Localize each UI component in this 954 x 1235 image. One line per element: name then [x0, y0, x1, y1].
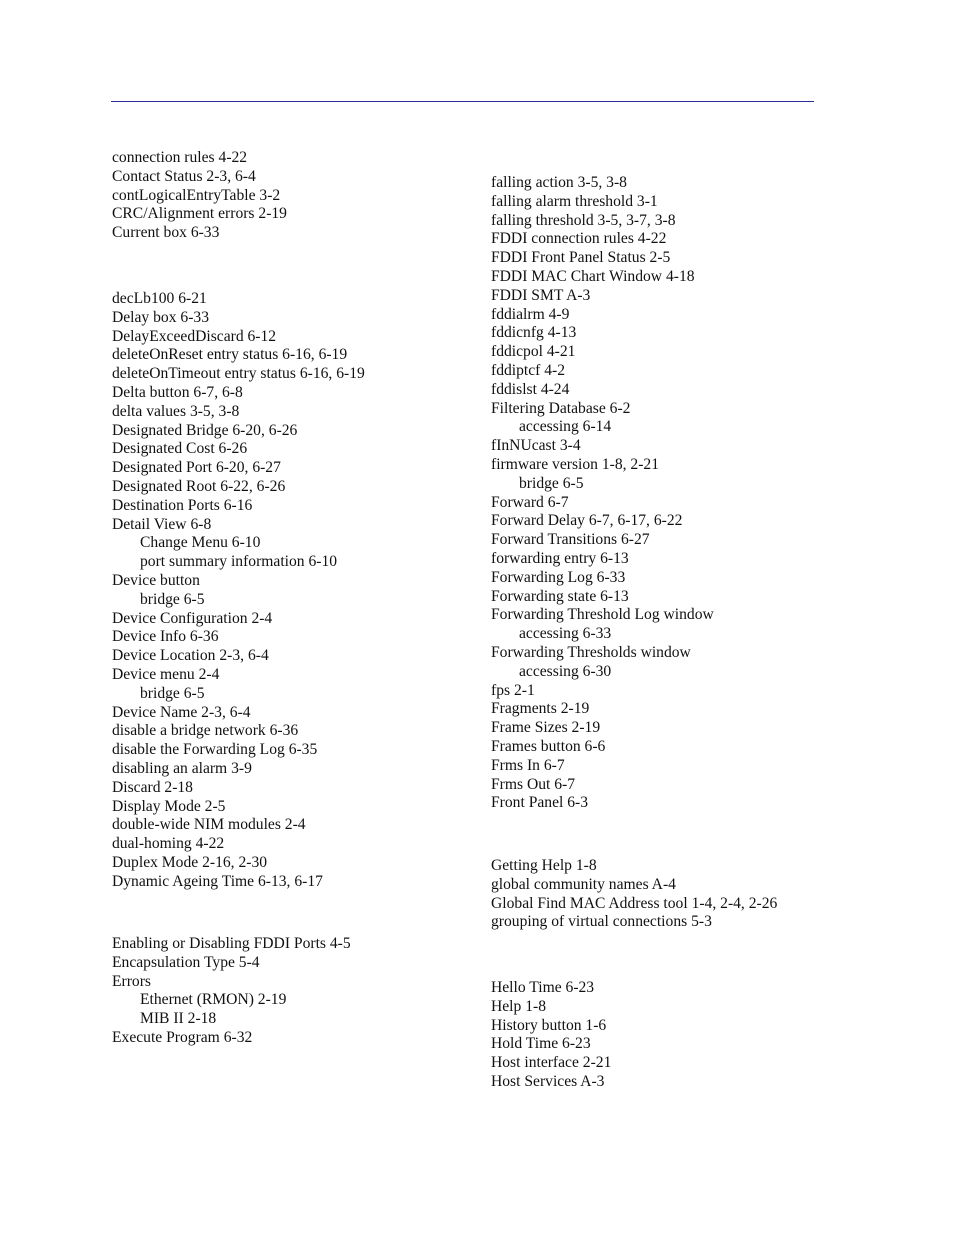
index-entry: Current box 6-33 [112, 224, 220, 242]
index-entry: Frame Sizes 2-19 [491, 719, 601, 737]
index-subentry: MIB II 2-18 [140, 1010, 217, 1028]
index-entry: Device button [112, 571, 200, 589]
index-entry: Host interface 2-21 [491, 1054, 612, 1072]
index-entry: FDDI connection rules 4-22 [491, 230, 667, 248]
index-entry: grouping of virtual connections 5-3 [491, 913, 712, 931]
index-entry: disable a bridge network 6-36 [112, 722, 299, 740]
index-entry: Forward 6-7 [491, 493, 569, 511]
index-entry: Designated Port 6-20, 6-27 [112, 459, 281, 477]
index-entry: firmware version 1-8, 2-21 [491, 455, 660, 473]
index-entry: contLogicalEntryTable 3-2 [112, 186, 281, 204]
index-entry: Device Name 2-3, 6-4 [112, 703, 251, 721]
index-entry: Device Location 2-3, 6-4 [112, 647, 269, 665]
index-entry: fddiptcf 4-2 [491, 361, 566, 379]
index-entry: Device menu 2-4 [112, 665, 220, 683]
index-entry: FDDI MAC Chart Window 4-18 [491, 267, 695, 285]
index-entry: Device Configuration 2-4 [112, 609, 273, 627]
index-entry: Designated Root 6-22, 6-26 [112, 477, 286, 495]
index-entry: double-wide NIM modules 2-4 [112, 816, 306, 834]
index-entry: FDDI Front Panel Status 2-5 [491, 249, 671, 267]
index-entry: deleteOnTimeout entry status 6-16, 6-19 [112, 365, 365, 383]
index-entry: fInNUcast 3-4 [491, 437, 581, 455]
index-entry: Designated Bridge 6-20, 6-26 [112, 421, 298, 439]
index-entry: forwarding entry 6-13 [491, 549, 629, 567]
index-entry: Forwarding Threshold Log window [491, 606, 714, 624]
header-rule [111, 101, 814, 102]
index-entry: Help 1-8 [491, 997, 546, 1015]
index-entry: fddislst 4-24 [491, 380, 570, 398]
index-entry: Frames button 6-6 [491, 737, 606, 755]
index-entry: decLb100 6-21 [112, 290, 207, 307]
index-entry: disable the Forwarding Log 6-35 [112, 741, 318, 759]
index-entry: Hold Time 6-23 [491, 1035, 591, 1053]
index-entry: Frms Out 6-7 [491, 775, 576, 793]
index-subentry: Ethernet (RMON) 2-19 [140, 991, 287, 1009]
index-entry: CRC/Alignment errors 2-19 [112, 205, 287, 223]
index-entry: disabling an alarm 3-9 [112, 759, 252, 777]
index-entry: fddicpol 4-21 [491, 343, 576, 361]
index-subentry: accessing 6-33 [519, 625, 612, 643]
index-entry: Filtering Database 6-2 [491, 399, 631, 417]
index-subentry: accessing 6-14 [519, 418, 612, 436]
index-entry: Device Info 6-36 [112, 628, 219, 646]
index-entry: Enabling or Disabling FDDI Ports 4-5 [112, 935, 351, 952]
index-entry: dual-homing 4-22 [112, 835, 225, 853]
index-entry: Encapsulation Type 5-4 [112, 953, 260, 971]
index-entry: delta values 3-5, 3-8 [112, 402, 240, 420]
index-entry: Execute Program 6-32 [112, 1028, 253, 1046]
index-entry: Designated Cost 6-26 [112, 440, 248, 458]
index-entry: Forward Transitions 6-27 [491, 531, 650, 549]
index-subentry: accessing 6-30 [519, 662, 612, 680]
index-entry: Hello Time 6-23 [491, 979, 595, 996]
index-subentry: Change Menu 6-10 [140, 534, 261, 552]
index-entry: fddialrm 4-9 [491, 305, 570, 323]
index-entry: falling threshold 3-5, 3-7, 3-8 [491, 211, 676, 229]
index-entry: Dynamic Ageing Time 6-13, 6-17 [112, 872, 323, 890]
index-entry: History button 1-6 [491, 1016, 607, 1034]
index-entry: Destination Ports 6-16 [112, 496, 253, 514]
index-entry: Delay box 6-33 [112, 308, 210, 326]
index-subentry: bridge 6-5 [140, 684, 205, 702]
index-subentry: port summary information 6-10 [140, 553, 338, 571]
index-entry: Duplex Mode 2-16, 2-30 [112, 853, 268, 871]
index-group-c [112, 149, 287, 243]
index-subentry: bridge 6-5 [140, 590, 205, 608]
index-entry: Front Panel 6-3 [491, 794, 589, 812]
index-entry: Errors [112, 972, 151, 990]
index-entry: Detail View 6-8 [112, 515, 212, 533]
index-group-d [112, 290, 365, 892]
index-entry: Host Services A-3 [491, 1072, 605, 1090]
index-entry: falling alarm threshold 3-1 [491, 192, 658, 210]
index-entry: Global Find MAC Address tool 1-4, 2-4, 2-26 [491, 894, 778, 912]
index-entry: Display Mode 2-5 [112, 797, 226, 815]
index-entry: Forwarding state 6-13 [491, 587, 629, 605]
index-entry: connection rules 4-22 [112, 149, 248, 166]
index-subentry: bridge 6-5 [519, 474, 584, 492]
index-entry: Contact Status 2-3, 6-4 [112, 167, 256, 185]
index-entry: fddicnfg 4-13 [491, 324, 577, 342]
index-entry: FDDI SMT A-3 [491, 286, 591, 304]
index-entry: Forwarding Log 6-33 [491, 568, 626, 586]
index-entry: Forwarding Thresholds window [491, 643, 691, 661]
index-entry: Delta button 6-7, 6-8 [112, 383, 243, 401]
index-entry: fps 2-1 [491, 681, 535, 699]
index-entry: Getting Help 1-8 [491, 857, 597, 874]
index-entry: deleteOnReset entry status 6-16, 6-19 [112, 346, 348, 364]
index-group-f [491, 174, 714, 813]
index-group-e [112, 935, 351, 1048]
index-group-g [491, 857, 777, 932]
index-entry: Discard 2-18 [112, 778, 193, 796]
index-group-h [491, 979, 611, 1092]
index-entry: Forward Delay 6-7, 6-17, 6-22 [491, 512, 683, 530]
index-entry: global community names A-4 [491, 875, 676, 893]
index-entry: falling action 3-5, 3-8 [491, 174, 627, 191]
index-entry: Frms In 6-7 [491, 756, 565, 774]
index-entry: Fragments 2-19 [491, 700, 590, 718]
index-entry: DelayExceedDiscard 6-12 [112, 327, 277, 345]
